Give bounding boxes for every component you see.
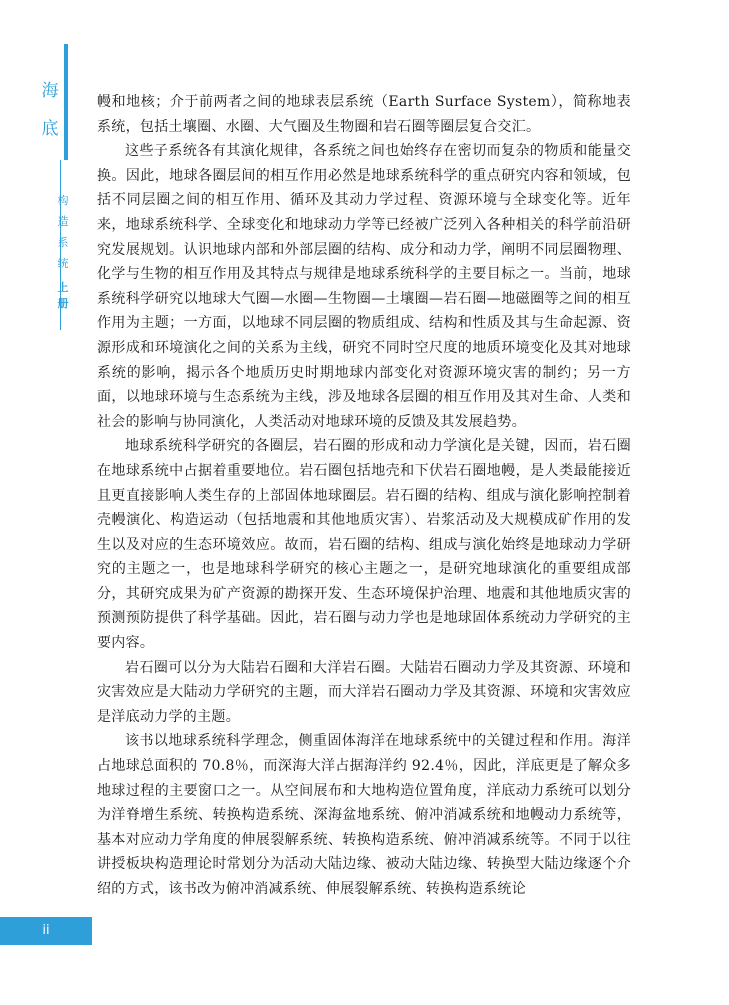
- volume-label-vertical: [57, 280, 69, 312]
- book-title-char: 海: [41, 81, 59, 101]
- volume-char: 上: [57, 281, 69, 294]
- volume-char: 册: [57, 297, 69, 310]
- sidebar-accent-bar: [64, 44, 68, 160]
- book-title-vertical: [40, 72, 60, 148]
- book-title-char: 底: [41, 119, 59, 139]
- paragraph: 该书以地球系统科学理念，侧重固体海洋在地球系统中的关键过程和作用。海洋占地球总面积的 70.8％，而深海大洋占据海洋约 92.4％，因此，洋底更是了解众多地球过程的主要窗口之一。从空间展布和大地构造位置角度，洋底动力系统可以划分为洋脊增生系统、转换构造系统、深海盆地系统、俯冲消减系统和地幔动力系统等，基本对应动力学角度的伸展裂解系统、转换构造系统、俯冲消减系统等。不同于以往讲授板块构造理论时常划分为活动大陆边缘、被动大陆边缘、转换型大陆边缘逐个介绍的方式，该书改为俯冲消减系统、伸展裂解系统、转换构造系统论: [97, 733, 631, 897]
- series-char: 造: [57, 215, 69, 228]
- series-char: 统: [57, 257, 69, 270]
- page-number: ii: [0, 917, 92, 945]
- series-title-vertical: [57, 190, 69, 274]
- paragraph: 岩石圈可以分为大陆岩石圈和大洋岩石圈。大陆岩石圈动力学及其资源、环境和灾害效应是大陆动力学研究的主题，而大洋岩石圈动力学及其资源、环境和灾害效应是洋底动力学的主题。: [97, 659, 631, 725]
- series-char: 系: [57, 236, 69, 249]
- series-char: 构: [57, 194, 69, 207]
- paragraph: 地球系统科学研究的各圈层，岩石圈的形成和动力学演化是关键，因而，岩石圈在地球系统中占据着重要地位。岩石圈包括地壳和下伏岩石圈地幔，是人类最能接近且更直接影响人类生存的上部固体地球圈层。岩石圈的结构、组成与演化影响控制着壳幔演化、构造运动（包括地震和其他地质灾害）、岩浆活动及大规模成矿作用的发生以及对应的生态环境效应。故而，岩石圈的结构、组成与演化始终是地球动力学研究的主题之一，也是地球科学研究的核心主题之一，是研究地球演化的重要组成部分，其研究成果为矿产资源的勘探开发、生态环境保护治理、地震和其他地质灾害的预测预防提供了科学基础。因此，岩石圈与动力学也是地球固体系统动力学研究的主要内容。: [97, 438, 631, 652]
- paragraph: 这些子系统各有其演化规律，各系统之间也始终存在密切而复杂的物质和能量交换。因此，地球各圈层间的相互作用必然是地球系统科学的重点研究内容和领域，包括不同层圈之间的相互作用、循环及其动力学过程、资源环境与全球变化等。近年来，地球系统科学、全球变化和地球动力学等已经被广泛列入各种相关的科学前沿研究发展规划。认识地球内部和外部层圈的结构、成分和动力学，阐明不同层圈物理、化学与生物的相互作用及其特点与规律是地球系统科学的主要目标之一。当前，地球系统科学研究以地球大气圈—水圈—生物圈—土壤圈—岩石圈—地磁圈等之间的相互作用为主题；一方面，以地球不同层圈的物质组成、结构和性质及其与生命起源、资源形成和环境演化之间的关系为主线，研究不同时空尺度的地质环境变化及其对地球系统的影响，揭示各个地质历史时期地球内部变化对资源环境灾害的制约；另一方面，以地球环境与生态系统为主线，涉及地球各层圈的相互作用及其对生命、人类和社会的影响与协同演化，人类活动对地球环境的反馈及其发展趋势。: [97, 143, 631, 430]
- paragraph-continued: 幔和地核；介于前两者之间的地球表层系统（Earth Surface System），简称地表系统，包括土壤圈、水圈、大气圈及生物圈和岩石圈等圈层复合交汇。: [97, 94, 631, 135]
- body-text: [97, 90, 631, 902]
- sidebar-subtitle-box: [57, 160, 89, 330]
